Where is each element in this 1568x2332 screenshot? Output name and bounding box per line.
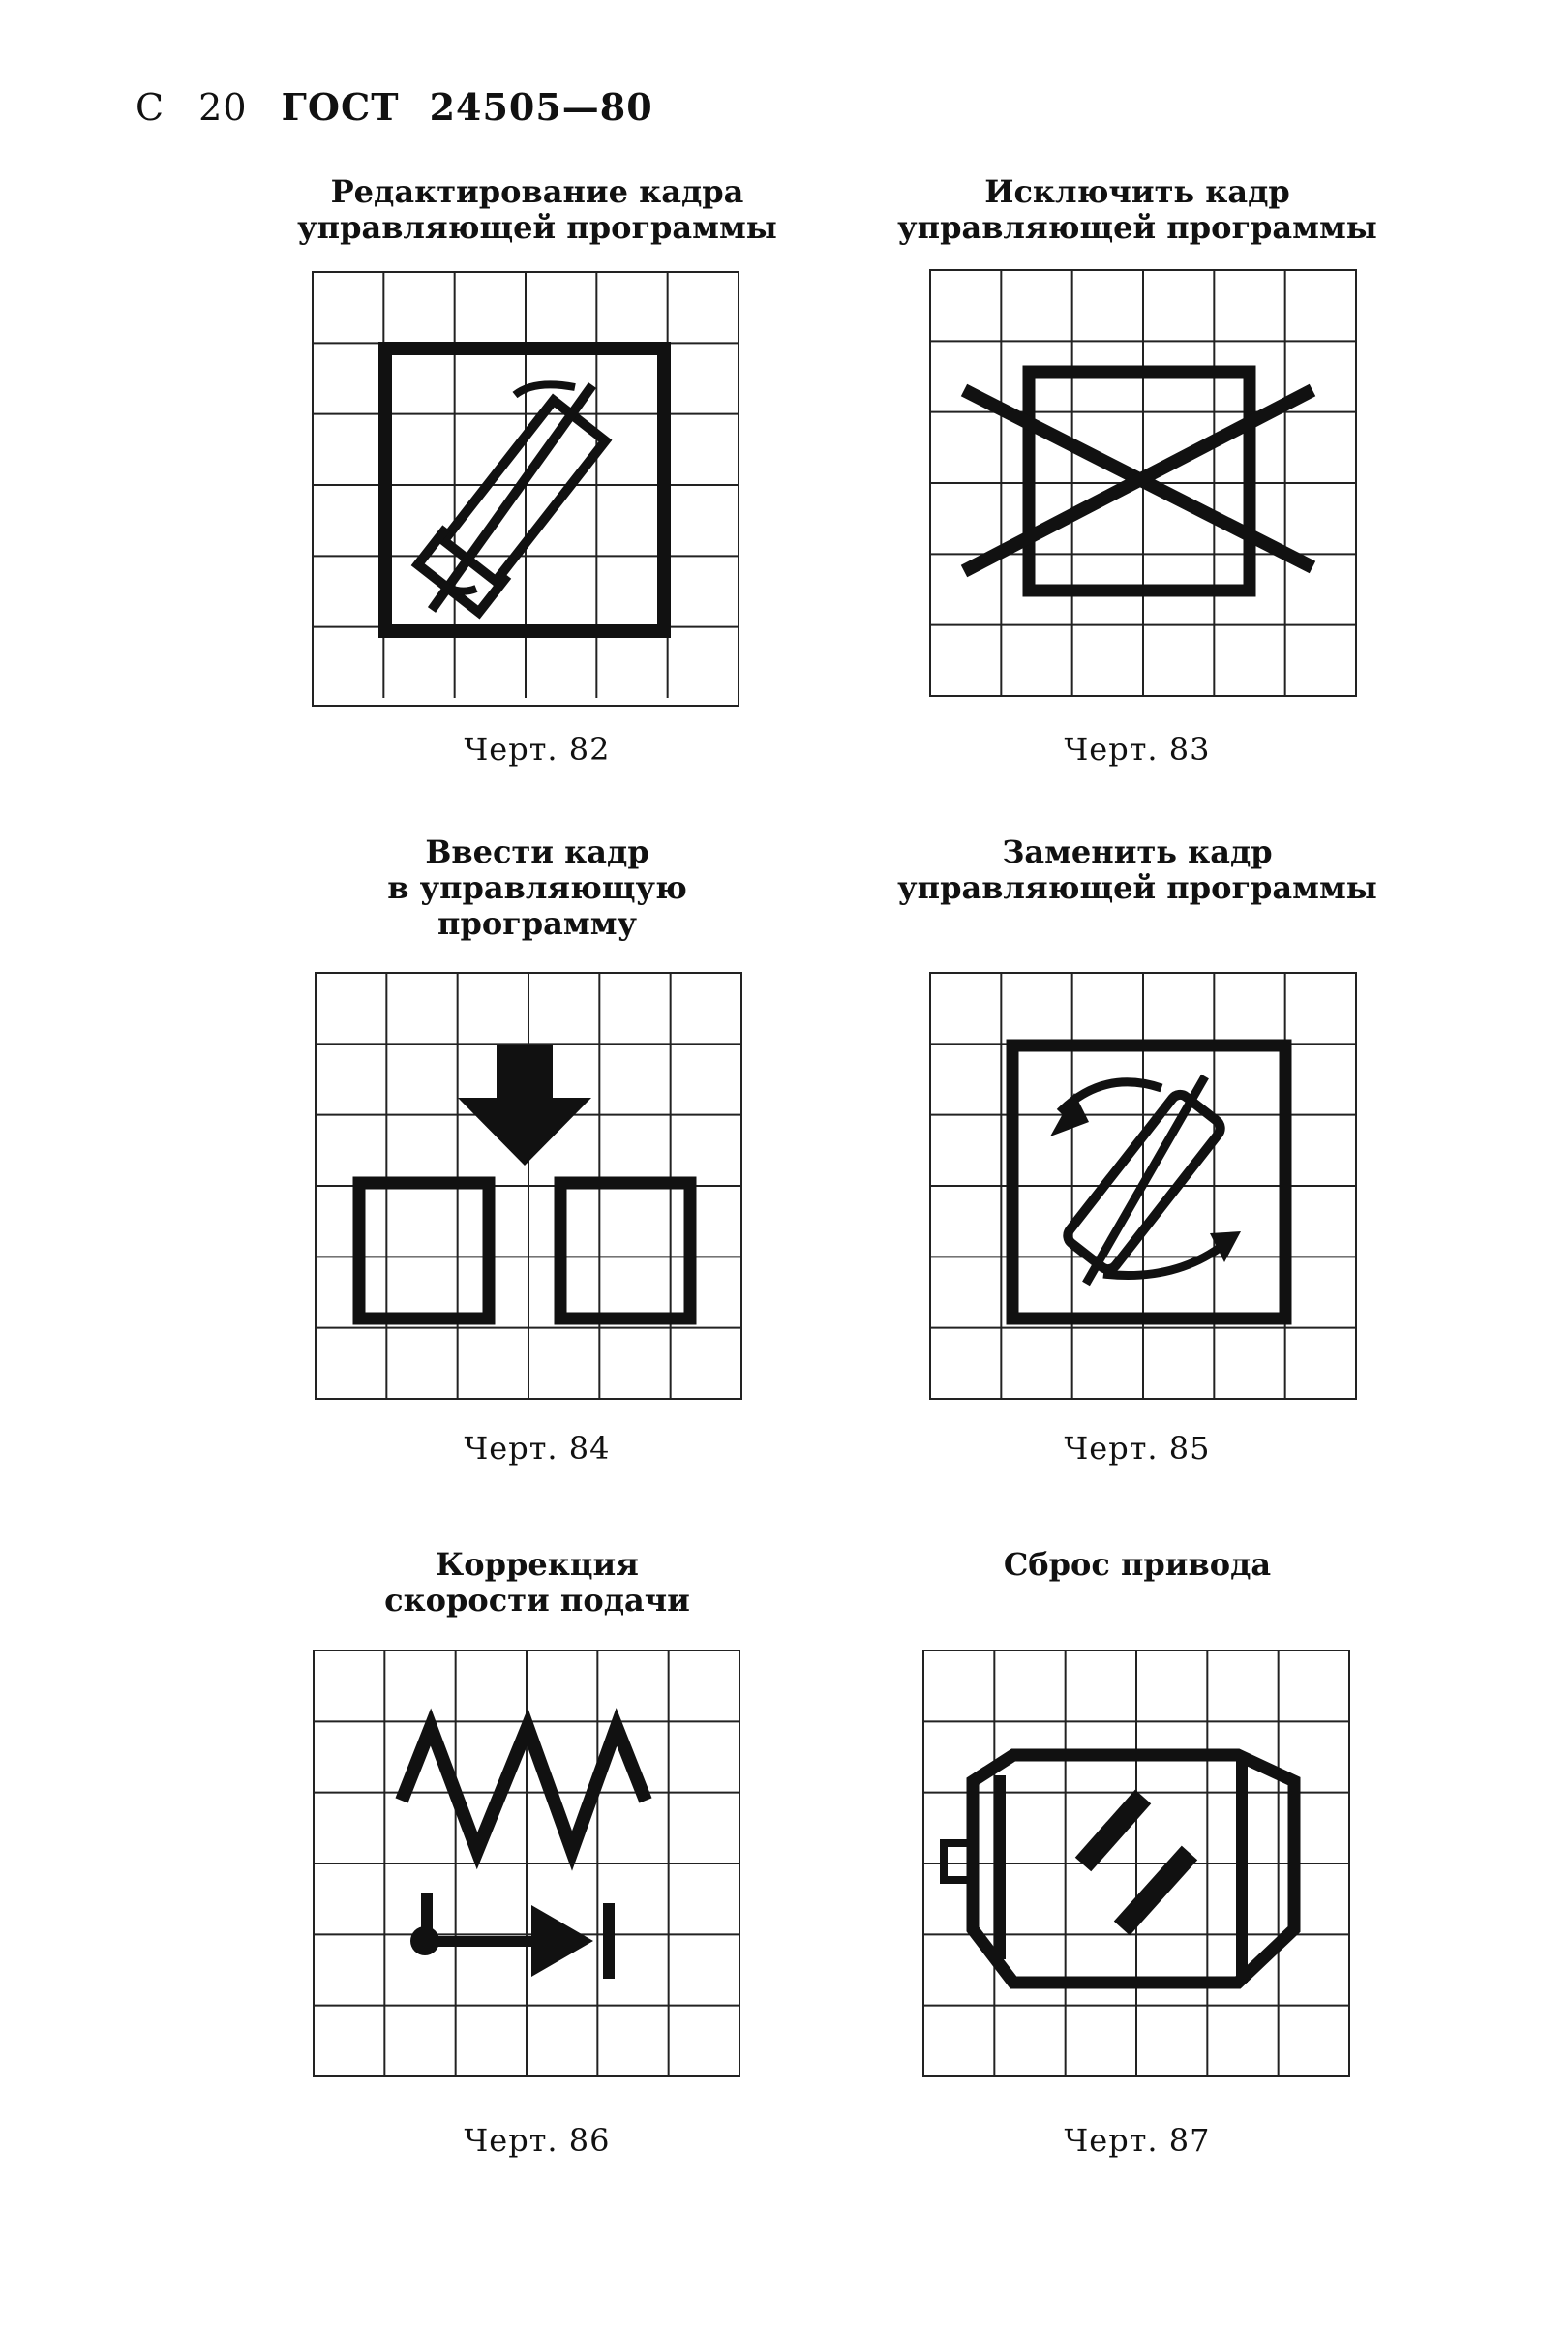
- title-line: Ввести кадр: [425, 833, 649, 870]
- title-line: в управляющую: [387, 869, 687, 906]
- insert-block-icon: [315, 972, 750, 1408]
- figure-caption: Черт. 87: [1064, 2122, 1211, 2159]
- figure-title: [247, 834, 828, 942]
- figure-caption: Черт. 85: [1064, 1430, 1211, 1467]
- figure-caption: Черт. 83: [1064, 731, 1211, 768]
- figure-title: [847, 174, 1428, 246]
- standard-label: ГОСТ: [281, 85, 400, 129]
- title-line: Заменить кадр: [1002, 833, 1273, 870]
- title-line: Коррекция: [436, 1546, 639, 1583]
- title-line: управляющей программы: [897, 209, 1377, 246]
- figure-caption: Черт. 86: [464, 2122, 611, 2159]
- title-line: программу: [437, 905, 637, 942]
- feed-rate-override-icon: [313, 1650, 748, 2085]
- figure-caption: Черт. 84: [464, 1430, 611, 1467]
- figure-87: [847, 1547, 1428, 2166]
- edit-block-icon: [312, 271, 747, 707]
- title-line: управляющей программы: [297, 209, 777, 246]
- figure-83: [847, 174, 1428, 774]
- figure-caption: Черт. 82: [464, 731, 611, 768]
- title-line: скорости подачи: [384, 1582, 690, 1619]
- title-line: Редактирование кадра: [330, 173, 744, 210]
- figure-title: [247, 1547, 828, 1619]
- standard-number: 24505—80: [429, 85, 653, 129]
- figure-86: [247, 1547, 828, 2166]
- title-line: Исключить кадр: [984, 173, 1290, 210]
- figure-85: [847, 834, 1428, 1473]
- header-letter: С: [136, 86, 166, 129]
- replace-block-icon: [929, 972, 1365, 1408]
- figure-title: [247, 174, 828, 246]
- title-line: Сброс привода: [1003, 1546, 1272, 1583]
- page-header: [136, 85, 653, 129]
- figure-84: [247, 834, 828, 1473]
- figure-82: [247, 174, 828, 774]
- delete-block-icon: [929, 269, 1365, 705]
- title-line: управляющей программы: [897, 869, 1377, 906]
- page-number: 20: [198, 86, 248, 129]
- figure-title: [847, 834, 1428, 906]
- drive-reset-icon: [922, 1650, 1358, 2085]
- figure-title: [847, 1547, 1428, 1583]
